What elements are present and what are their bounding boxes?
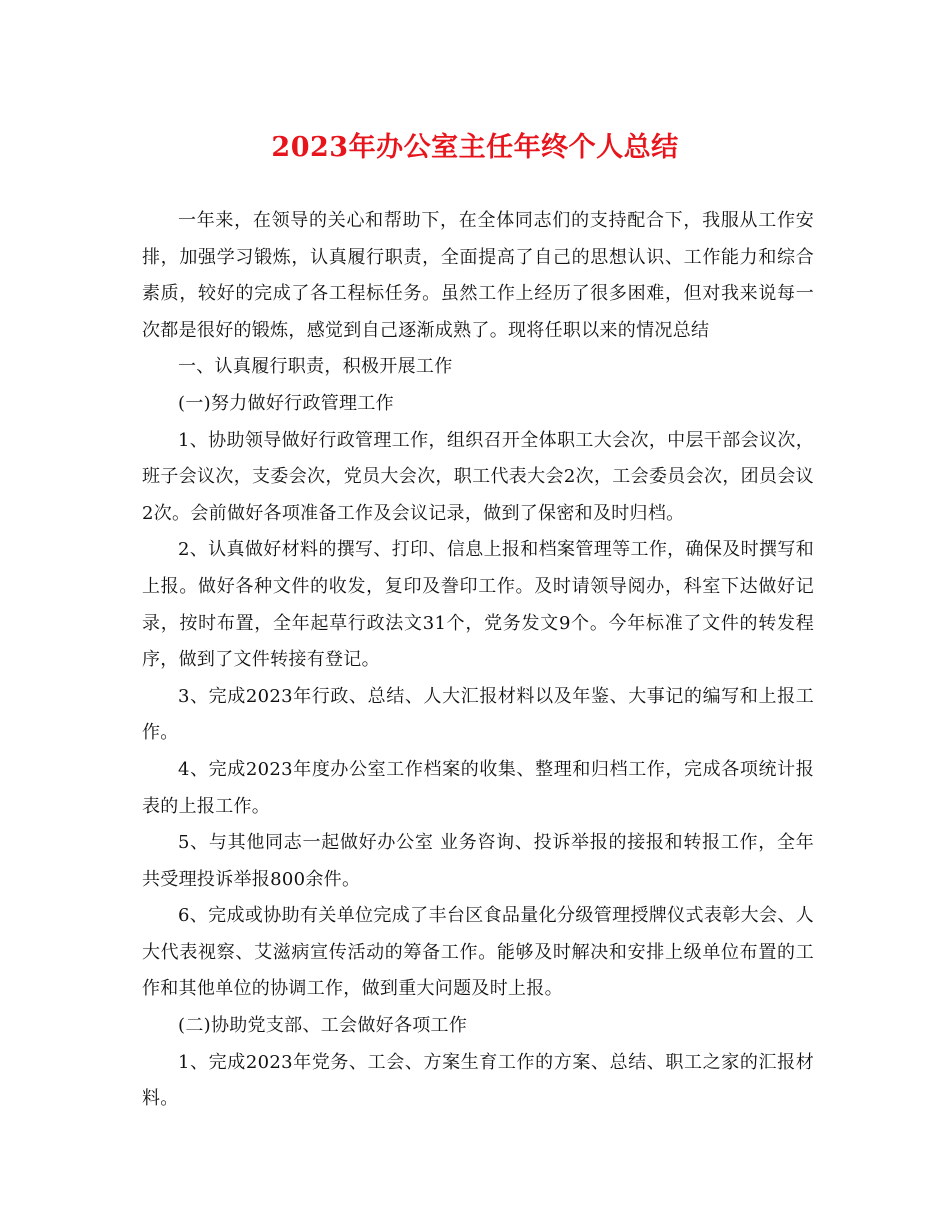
list-item: 2、认真做好材料的撰写、打印、信息上报和档案管理等工作，确保及时撰写和上报。做好各种文件的收发，复印及誊印工作。及时请领导阅办，科室下达做好记录，按时布置，全年起草行政法文31个，党务发文9个。今年标准了文件的转发程序，做到了文件转接有登记。 bbox=[142, 539, 814, 671]
list-item: 3、完成2023年行政、总结、人大汇报材料以及年鉴、大事记的编写和上报工作。 bbox=[142, 685, 814, 744]
document-title: 2023年办公室主任年终个人总结 bbox=[271, 132, 679, 163]
list-item: 5、与其他同志一起做好办公室 业务咨询、投诉举报的接报和转报工作，全年共受理投诉举报800余件。 bbox=[142, 832, 814, 890]
paragraph-intro: 一年来，在领导的关心和帮助下，在全体同志们的支持配合下，我服从工作安排，加强学习锻炼，认真履行职责，全面提高了自己的思想认识、工作能力和综合素质，较好的完成了各工程标任务。虽然工作上经历了很多困难，但对我来说每一次都是很好的锻炼，感觉到自己逐渐成熟了。现将任职以来的情况总结 bbox=[142, 210, 814, 341]
list-item: 6、完成或协助有关单位完成了丰台区食品量化分级管理授牌仪式表彰大会、人大代表视察、艾滋病宣传活动的筹备工作。能够及时解决和安排上级单位布置的工作和其他单位的协调工作，做到重大问题及时上报。 bbox=[142, 905, 814, 1000]
subsection-heading-1: (一)努力做好行政管理工作 bbox=[178, 392, 394, 414]
list-item: 1、协助领导做好行政管理工作，组织召开全体职工大会次，中层干部会议次，班子会议次，支委会次，党员大会次，职工代表大会2次，工会委员会次，团员会议2次。会前做好各项准备工作及会议记录，做到了保密和及时归档。 bbox=[142, 429, 814, 524]
list-item: 1、完成2023年党务、工会、方案生育工作的方案、总结、职工之家的汇报材料。 bbox=[142, 1051, 814, 1110]
document-body bbox=[142, 203, 814, 1118]
subsection-heading-2: (二)协助党支部、工会做好各项工作 bbox=[178, 1015, 468, 1037]
section-heading-1: 一、认真履行职责，积极开展工作 bbox=[178, 356, 453, 378]
list-item: 4、完成2023年度办公室工作档案的收集、整理和归档工作，完成各项统计报表的上报工作。 bbox=[142, 758, 814, 817]
